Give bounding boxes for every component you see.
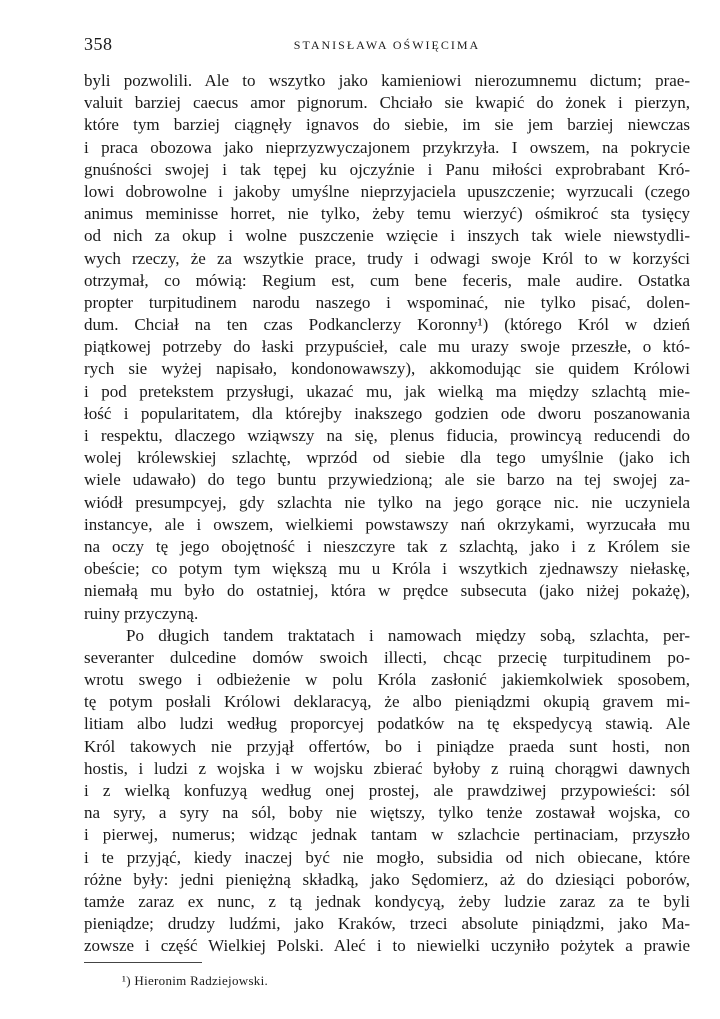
text-line: gnuśności swojej i tak tępej ku ojczyźnie i Panu miłości exprobrabant Kró-	[84, 159, 690, 179]
text-line: dum. Chciał na ten czas Podkanclerzy Koronny¹) (którego Król w dzień	[84, 315, 690, 335]
text-line: pieniądze; drudzy ludźmi, jako Kraków, trzeci absolute piniądzmi, jako Ma-	[84, 914, 690, 934]
text-line: i pod pretekstem przysługi, ukazać mu, jak wielką ma między szlachtą mie-	[84, 381, 690, 401]
page-number: 358	[84, 34, 113, 54]
text-line: wiódł presumpcyej, gdy szlachta nie tylko na jego gorące nic. nie uczyniela	[84, 492, 690, 512]
text-line: tamże zaraz ex nunc, z tą jednak kondycyą, żeby ludzie zaraz za te byli	[84, 891, 690, 911]
text-line: wiele udawało) do tego buntu przywiedzioną; ale sie barzo na tej swojej za-	[84, 470, 690, 490]
text-line: na syry, a syry na sól, boby nie więtszy, tylko tenże zostawał wojska, co	[84, 803, 690, 823]
text-line: hostis, i ludzi z wojska i w wojsku zbierać byłoby z ruiną chorągwi dawnych	[84, 758, 690, 778]
paragraph	[84, 70, 690, 625]
text-line: niemałą mu było do ostatniej, która w prędce subsecuta (jako niżej pokażę),	[84, 581, 690, 601]
text-line: ruiny przyczyną.	[84, 603, 199, 623]
running-head: STANISŁAWA OŚWIĘCIMA	[293, 38, 481, 52]
text-line: obeście; co potym tym większą mu u Króla i wszytkich zjednawszy niełaskę,	[84, 559, 690, 579]
text-line: litiam albo ludzi według proporcyej podatków na tę ekspedycyą stawią. Ale	[84, 714, 690, 734]
text-line: różne były: jedni pieniężną składką, jako Sędomierz, aż do dziesiąci poborów,	[84, 869, 690, 889]
text-line: rych sie wyżej napisało, kondonowawszy), akkomodując sie quidem Królowi	[84, 359, 690, 379]
text-line: łość i popularitatem, dla którejby inakszego godzien ode dworu poszanowania	[84, 403, 690, 423]
text-line: i pierwej, numerus; widząc jednak tantam w szlachcie pertinaciam, przyszło	[84, 825, 690, 845]
text-line: i respektu, dlaczego wziąwszy na się, plenus fiducia, prowincyą reducendi do	[84, 426, 690, 445]
footnote-divider	[84, 962, 202, 963]
text-line: i z wielką konfuzyą według onej prostej, ale prawdziwej przypowieści: sól	[84, 781, 690, 800]
text-line: Król takowych nie przyjął offertów, bo i piniądze praeda sunt hosti, non	[84, 736, 690, 756]
text-line: zowsze i część Wielkiej Polski. Aleć i to niewielki uczyniło pożytek a prawie	[84, 936, 690, 956]
page-header	[84, 34, 690, 58]
text-line: piątkowej potrzeby do łaski przypuścieł, cale mu urazy swoje przeszłe, o któ-	[84, 337, 690, 357]
footnote: ¹) Hieronim Radziejowski.	[122, 973, 269, 988]
text-line: od nich za okup i wolne puszczenie wzięcie i inszych tak wiele niewstydli-	[84, 226, 690, 246]
text-line: severanter dulcedine domów swoich illecti, chcąc przecię turpitudinem po-	[84, 647, 690, 667]
text-line: na oczy tę jego obojętność i nieszczyre tak z szlachtą, jako i z Królem sie	[84, 536, 690, 556]
text-line: które tym barziej ciągnęły ignavos do siebie, im sie jem barziej niewczas	[84, 115, 690, 135]
text-line: instancye, ale i owszem, wielkiemi powstawszy nań okrzykami, wyrzucała mu	[84, 514, 690, 534]
text-line: wrotu swego i odbieżenie w polu Króla zasłonić jakiemkolwiek sposobem,	[84, 670, 690, 690]
text-line: Po długich tandem traktatach i namowach między sobą, szlachta, per-	[126, 625, 690, 645]
paragraph	[84, 625, 690, 958]
text-line: wych rzeczy, że za wszytkie prace, trudy i odwagi swoje Król to w korzyści	[84, 248, 690, 268]
text-line: animus meminisse horret, nie tylko, żeby temu wierzyć) ośmikroć sta tysięcy	[84, 204, 690, 224]
text-line: i te przyjąć, kiedy inaczej być nie mogło, subsidia od nich obiecane, które	[84, 847, 690, 867]
text-line: byli pozwolili. Ale to wszytko jako kamieniowi nierozumnemu dictum; prae-	[84, 71, 690, 90]
text-line: valuit barziej caecus amor pignorum. Chciało sie kwapić do żonek i pierzyn,	[84, 93, 690, 113]
text-line: otrzymał, co mówią: Regium est, cum bene feceris, male audire. Ostatka	[84, 270, 690, 290]
text-line: wolej królewskiej szlachtę, wprzód od siebie dla tego umyślnie (jako ich	[84, 448, 690, 468]
text-line: i praca obozowa jako nieprzyzwyczajonem przykrzyła. I owszem, na pokrycie	[84, 137, 690, 157]
text-line: propter turpitudinem narodu naszego i wspominać, nie tylko pisać, dolen-	[84, 292, 690, 312]
body-text	[84, 70, 690, 958]
text-line: tę potym posłali Królowi deklaracyą, że albo pieniądzmi okupią gravem mi-	[84, 692, 690, 712]
text-line: lowi dobrowolne i jakoby umyślne nieprzyjaciela upuszczenie; wyrzucali (czego	[84, 181, 690, 201]
